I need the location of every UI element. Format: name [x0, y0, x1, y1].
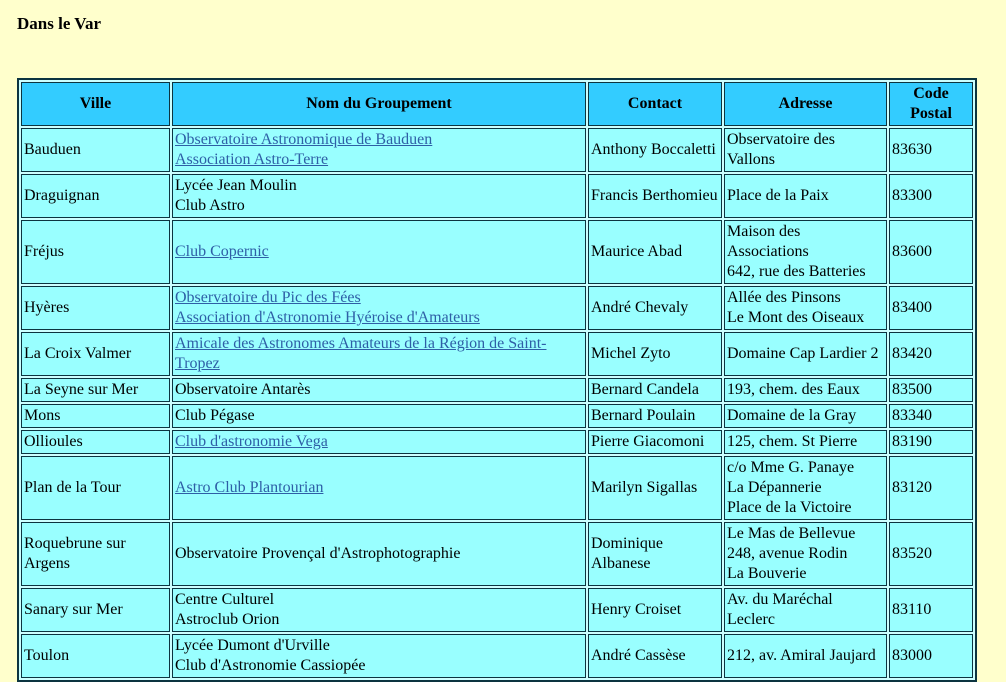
table-header — [21, 82, 973, 126]
ville-cell: La Croix Valmer — [21, 332, 170, 376]
table-row — [21, 378, 973, 402]
column-header: Contact — [588, 82, 722, 126]
adresse-cell: Domaine de la Gray — [724, 404, 887, 428]
ville-cell: Toulon — [21, 634, 170, 678]
ville-cell: Roquebrune sur Argens — [21, 522, 170, 586]
groupement-cell — [172, 220, 586, 284]
code-postal-cell: 83500 — [889, 378, 973, 402]
groupement-cell: Lycée Dumont d'Urville Club d'Astronomie Cassiopée — [172, 634, 586, 678]
table-row — [21, 128, 973, 172]
column-header: Code Postal — [889, 82, 973, 126]
table-row — [21, 522, 973, 586]
groupement-link[interactable]: Astro Club Plantourian — [175, 479, 324, 496]
table-row — [21, 174, 973, 218]
column-header: Adresse — [724, 82, 887, 126]
adresse-cell: Allée des Pinsons Le Mont des Oiseaux — [724, 286, 887, 330]
groupement-cell: Observatoire Antarès — [172, 378, 586, 402]
adresse-cell: Av. du Maréchal Leclerc — [724, 588, 887, 632]
groupement-link[interactable]: Association d'Astronomie Hyéroise d'Amateurs — [175, 309, 480, 326]
adresse-cell: Place de la Paix — [724, 174, 887, 218]
table-row — [21, 588, 973, 632]
adresse-cell: Le Mas de Bellevue 248, avenue Rodin La Bouverie — [724, 522, 887, 586]
groupement-link[interactable]: Amicale des Astronomes Amateurs de la Région de Saint-Tropez — [175, 335, 547, 372]
ville-cell: Sanary sur Mer — [21, 588, 170, 632]
contact-cell: Pierre Giacomoni — [588, 430, 722, 454]
table-row — [21, 332, 973, 376]
groupement-link[interactable]: Association Astro-Terre — [175, 151, 329, 168]
code-postal-cell: 83520 — [889, 522, 973, 586]
ville-cell: La Seyne sur Mer — [21, 378, 170, 402]
page-title: Dans le Var — [17, 14, 102, 33]
code-postal-cell: 83110 — [889, 588, 973, 632]
groupement-link[interactable]: Club d'astronomie Vega — [175, 433, 328, 450]
adresse-cell: 212, av. Amiral Jaujard — [724, 634, 887, 678]
table-row — [21, 404, 973, 428]
ville-cell: Ollioules — [21, 430, 170, 454]
contact-cell: Michel Zyto — [588, 332, 722, 376]
column-header: Nom du Groupement — [172, 82, 586, 126]
code-postal-cell: 83300 — [889, 174, 973, 218]
page — [0, 14, 1006, 674]
contact-cell: Maurice Abad — [588, 220, 722, 284]
ville-cell: Hyères — [21, 286, 170, 330]
column-header: Ville — [21, 82, 170, 126]
adresse-cell: 193, chem. des Eaux — [724, 378, 887, 402]
groupement-cell — [172, 332, 586, 376]
groupement-link[interactable]: Observatoire du Pic des Fées — [175, 289, 361, 306]
adresse-cell: Observatoire des Vallons — [724, 128, 887, 172]
adresse-cell: 125, chem. St Pierre — [724, 430, 887, 454]
ville-cell: Mons — [21, 404, 170, 428]
table-row — [21, 634, 973, 678]
ville-cell: Draguignan — [21, 174, 170, 218]
contact-cell: Bernard Poulain — [588, 404, 722, 428]
table-row — [21, 220, 973, 284]
code-postal-cell: 83400 — [889, 286, 973, 330]
groupement-link[interactable]: Observatoire Astronomique de Bauduen — [175, 131, 433, 148]
groupement-cell — [172, 128, 586, 172]
groupement-cell — [172, 430, 586, 454]
groupement-cell — [172, 456, 586, 520]
groupement-cell: Centre Culturel Astroclub Orion — [172, 588, 586, 632]
header-row — [21, 82, 973, 126]
adresse-cell: Maison des Associations 642, rue des Batteries — [724, 220, 887, 284]
table-row — [21, 430, 973, 454]
code-postal-cell: 83000 — [889, 634, 973, 678]
groupement-cell: Club Pégase — [172, 404, 586, 428]
code-postal-cell: 83340 — [889, 404, 973, 428]
adresse-cell: c/o Mme G. Panaye La Dépannerie Place de la Victoire — [724, 456, 887, 520]
groupement-cell: Observatoire Provençal d'Astrophotographie — [172, 522, 586, 586]
contact-cell: Henry Croiset — [588, 588, 722, 632]
groupements-table — [17, 78, 977, 682]
contact-cell: André Chevaly — [588, 286, 722, 330]
contact-cell: Francis Berthomieu — [588, 174, 722, 218]
contact-cell: André Cassèse — [588, 634, 722, 678]
table-row — [21, 286, 973, 330]
code-postal-cell: 83420 — [889, 332, 973, 376]
groupement-cell: Lycée Jean Moulin Club Astro — [172, 174, 586, 218]
table-row — [21, 456, 973, 520]
ville-cell: Fréjus — [21, 220, 170, 284]
groupement-link[interactable]: Club Copernic — [175, 243, 269, 260]
contact-cell: Marilyn Sigallas — [588, 456, 722, 520]
contact-cell: Anthony Boccaletti — [588, 128, 722, 172]
contact-cell: Bernard Candela — [588, 378, 722, 402]
code-postal-cell: 83120 — [889, 456, 973, 520]
adresse-cell: Domaine Cap Lardier 2 — [724, 332, 887, 376]
table-body — [21, 128, 973, 678]
contact-cell: Dominique Albanese — [588, 522, 722, 586]
code-postal-cell: 83600 — [889, 220, 973, 284]
code-postal-cell: 83630 — [889, 128, 973, 172]
groupement-cell — [172, 286, 586, 330]
code-postal-cell: 83190 — [889, 430, 973, 454]
ville-cell: Plan de la Tour — [21, 456, 170, 520]
ville-cell: Bauduen — [21, 128, 170, 172]
